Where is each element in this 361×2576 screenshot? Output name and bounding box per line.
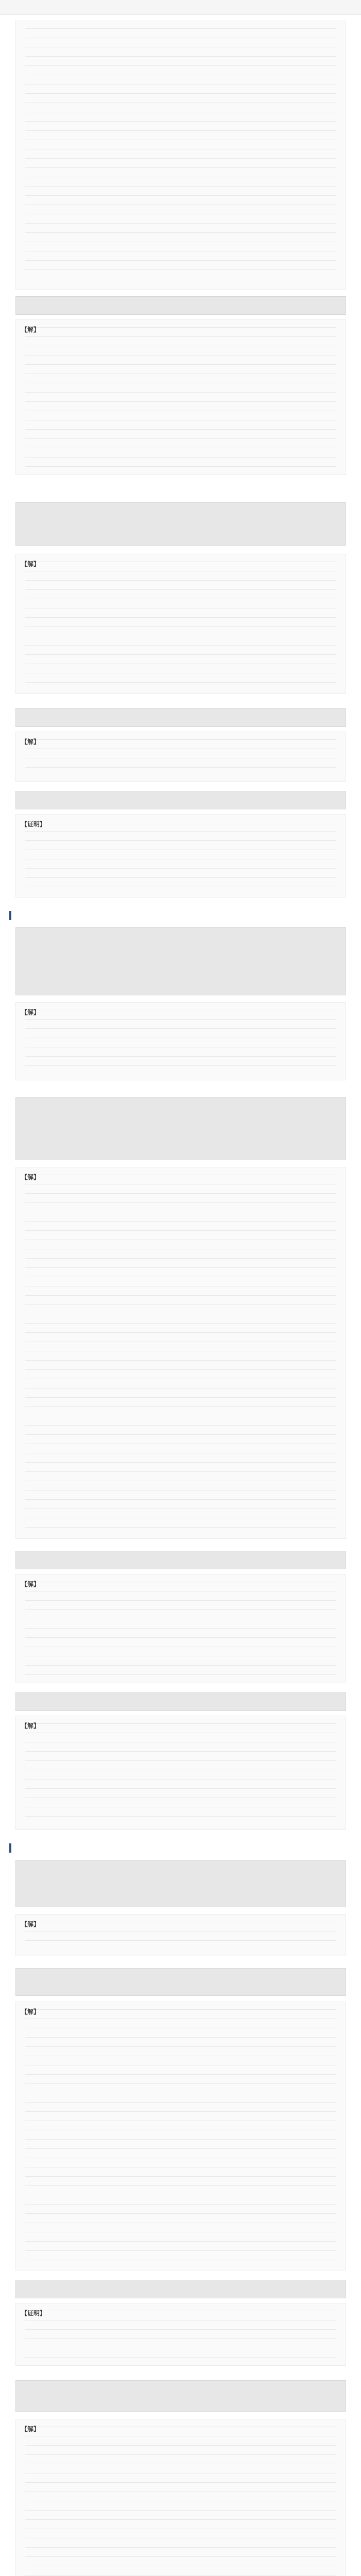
solution-block-5	[15, 814, 346, 897]
proof-label-5: 【证明】	[21, 821, 46, 828]
section-heading-5-2	[9, 909, 351, 922]
solution-block-7-lines	[25, 1175, 336, 1531]
problem-band-10	[15, 1968, 346, 1996]
problem-band-1	[15, 296, 346, 315]
solution-block-7	[15, 1167, 346, 1539]
problem-band-7	[15, 1551, 346, 1569]
solution-block-1	[15, 21, 346, 290]
solution-block-8	[15, 1574, 346, 1683]
problem-band-8	[15, 1692, 346, 1711]
solution-block-9-lines	[25, 1723, 336, 1822]
solution-label-4: 【解】	[21, 738, 40, 745]
solution-label-2: 【解】	[21, 326, 40, 333]
solution-block-2	[15, 319, 346, 475]
solution-label-10: 【解】	[21, 1921, 40, 1928]
section-heading-5-3	[9, 1842, 351, 1854]
problem-band-3	[15, 708, 346, 727]
problem-band-2	[15, 502, 346, 546]
solution-block-8-lines	[25, 1582, 336, 1675]
solution-block-4	[15, 732, 346, 782]
solution-label-13: 【解】	[21, 2426, 40, 2433]
proof-label-12: 【证明】	[21, 2310, 46, 2317]
solution-block-3-lines	[25, 562, 336, 686]
solution-label-9: 【解】	[21, 1722, 40, 1730]
problem-band-5	[15, 927, 346, 995]
solution-block-10-lines	[25, 1922, 336, 1948]
solution-block-6-lines	[25, 1010, 336, 1073]
solution-label-8: 【解】	[21, 1581, 40, 1588]
solution-block-5-lines	[25, 822, 336, 890]
problem-band-4	[15, 791, 346, 809]
problem-band-12	[15, 2380, 346, 2412]
section-heading-5-2-bar	[9, 911, 11, 920]
solution-block-4-lines	[25, 739, 336, 774]
solution-label-6: 【解】	[21, 1009, 40, 1016]
problem-band-6	[15, 1097, 346, 1160]
section-heading-5-3-bar	[9, 1843, 11, 1853]
page-header	[0, 0, 361, 15]
solution-label-7: 【解】	[21, 1174, 40, 1181]
solution-block-11	[15, 2002, 346, 2270]
solution-block-1-lines	[25, 28, 336, 282]
solution-block-9	[15, 1716, 346, 1830]
solution-label-11: 【解】	[21, 2008, 40, 2015]
solution-block-2-lines	[25, 327, 336, 467]
solution-block-13	[15, 2419, 346, 2576]
solution-block-12	[15, 2303, 346, 2366]
solution-block-3	[15, 554, 346, 694]
problem-band-11	[15, 2280, 346, 2298]
solution-block-6	[15, 1002, 346, 1080]
solution-block-10	[15, 1914, 346, 1956]
solution-block-12-lines	[25, 2311, 336, 2358]
solution-block-11-lines	[25, 2009, 336, 2263]
problem-band-9	[15, 1860, 346, 1907]
solution-block-13-lines	[25, 2427, 336, 2576]
solution-label-3: 【解】	[21, 561, 40, 568]
